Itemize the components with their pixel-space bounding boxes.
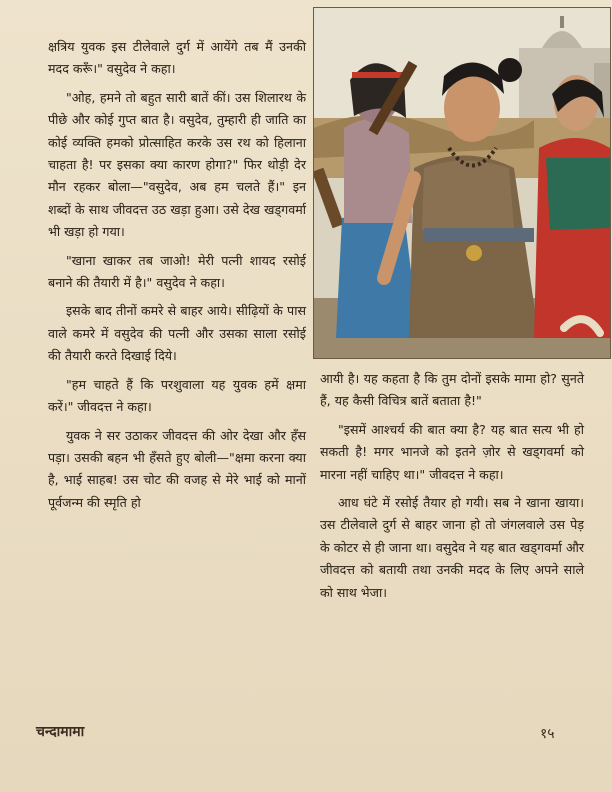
paragraph: आध घंटे में रसोई तैयार हो गयी। सब ने खाना खाया। उस टीलेवाले दुर्ग से बाहर जाना हो तो जंगलवाले उस पेड़ के कोटर से ही जाना था। वसुदेव ने यह बात खड्गवर्मा और जीवदत्त को बतायी तथा उनकी मदद के लिए अपने साले को साथ भेजा। [320, 495, 584, 600]
left-text-column [48, 36, 306, 514]
paragraph: इसके बाद तीनों कमरे से बाहर आये। सीढ़ियों के पास वाले कमरे में वसुदेव की पत्नी और उसका साला रसोई की तैयारी करते दिखाई दिये। [48, 303, 306, 364]
page-number: १५ [540, 726, 555, 742]
paragraph: "ओह, हमने तो बहुत सारी बातें कीं। उस शिलारथ के पीछे और कोई गुप्त बात है। वसुदेव, तुम्हारी ही जाति का कोई व्यक्ति हमको प्रोत्साहित करके उस रथ को हिलाना चाहता है! पर इसका क्या कारण होगा?" फिर थोड़ी देर मौन रहकर बोला—"वसुदेव, अब हम चलते हैं।" इन शब्दों के साथ जीवदत्त उठ खड़ा हुआ। उसे देख खड्गवर्मा भी खड़ा हो गया। [48, 89, 306, 240]
paragraph: आयी है। यह कहता है कि तुम दोनों इसके मामा हो? सुनते हैं, यह कैसी विचित्र बातें बताता है!" [320, 371, 584, 409]
magazine-name: चन्दामामा [36, 724, 85, 740]
illustration-drawing [314, 8, 610, 358]
paragraph: "इसमें आश्चर्य की बात क्या है? यह बात सत्य भी हो सकती है! मगर भानजे को इतने ज़ोर से खड्गवर्मा को मारना नहीं चाहिए था।" जीवदत्त ने कहा। [320, 421, 584, 482]
paragraph: "खाना खाकर तब जाओ! मेरी पत्नी शायद रसोई बनाने की तैयारी में है।" वसुदेव ने कहा। [48, 252, 306, 291]
paragraph: क्षत्रिय युवक इस टीलेवाले दुर्ग में आयेंगे तब मैं उनकी मदद करूँ।" वसुदेव ने कहा। [48, 39, 306, 77]
paragraph: "हम चाहते हैं कि परशुवाला यह युवक हमें क्षमा करें।" जीवदत्त ने कहा। [48, 376, 306, 415]
right-text-column [320, 368, 584, 604]
paragraph: युवक ने सर उठाकर जीवदत्त की ओर देखा और हँस पड़ा। उसकी बहन भी हँसते हुए बोली—"क्षमा करना क्या है, भाई साहब! उस चोट की वजह से मेरे भाई को मानों पूर्वजन्म की स्मृति हो [48, 427, 306, 510]
story-illustration [313, 7, 611, 359]
